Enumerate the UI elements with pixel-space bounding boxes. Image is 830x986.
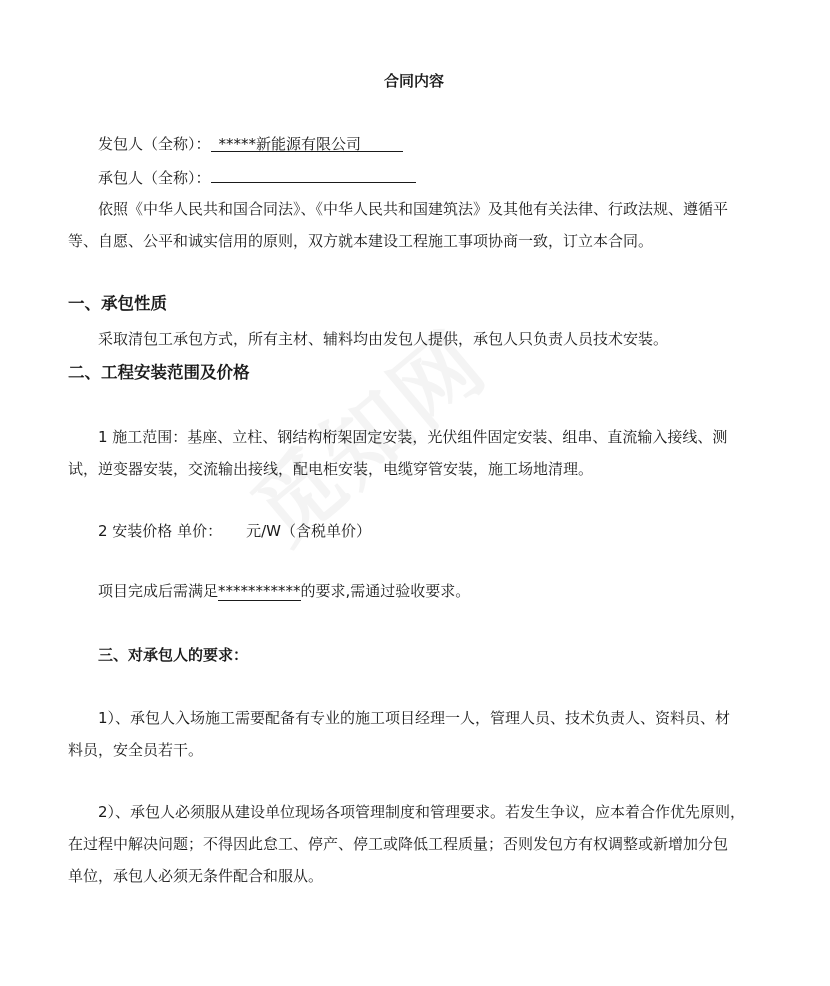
- section2-heading: 二、工程安装范围及价格: [68, 363, 250, 382]
- acceptance-line: [98, 580, 470, 602]
- req2-line-3: 单位，承包人必须无条件配合和服从。: [68, 867, 324, 885]
- req1-line-2: 料员，安全员若干。: [68, 741, 204, 759]
- intro-line-1: 依照《中华人民共和国合同法》、《中华人民共和国建筑法》及其他有关法律、行政法规、遵循平: [98, 200, 729, 218]
- price-label: 2 安装价格 单价：: [98, 522, 223, 540]
- acceptance-blank: ***********: [218, 582, 301, 600]
- page-title: 合同内容: [384, 72, 445, 90]
- intro-line-2: 等、自愿、公平和诚实信用的原则，双方就本建设工程施工事项协商一致，订立本合同。: [68, 232, 654, 250]
- section3-heading: 三、对承包人的要求：: [98, 646, 249, 664]
- employer-label: 发包人（全称）：: [98, 135, 211, 153]
- scope-line-1: 1 施工范围：基座、立柱、钢结构桁架固定安装，光伏组件固定安装、组串、直流输入接线、测: [98, 428, 728, 446]
- contractor-label: 承包人（全称）：: [98, 169, 211, 187]
- section1-text: 采取清包工承包方式，所有主材、辅料均由发包人提供，承包人只负责人员技术安装。: [98, 330, 669, 348]
- employer-line: [98, 133, 403, 155]
- req2-line-1: 2）、承包人必须服从建设单位现场各项管理制度和管理要求。若发生争议，应本着合作优先原则，: [98, 803, 746, 821]
- price-line: [98, 520, 371, 542]
- req2-line-2: 在过程中解决问题；不得因此怠工、停产、停工或降低工程质量；否则发包方有权调整或新增加分包: [68, 835, 729, 853]
- req1-line-1: 1）、承包人入场施工需要配备有专业的施工项目经理一人，管理人员、技术负责人、资料员、材: [98, 709, 731, 727]
- price-unit: 元/W（含税单价）: [246, 522, 371, 540]
- employer-value: *****新能源有限公司: [211, 133, 403, 152]
- contractor-value: [211, 164, 416, 183]
- acceptance-prefix: 项目完成后需满足: [98, 582, 219, 600]
- acceptance-suffix: 的要求,需通过验收要求。: [300, 582, 471, 600]
- section1-heading: 一、承包性质: [68, 294, 167, 313]
- scope-line-2: 试，逆变器安装，交流输出接线，配电柜安装，电缆穿管安装，施工场地清理。: [68, 460, 594, 478]
- contractor-line: [98, 164, 416, 189]
